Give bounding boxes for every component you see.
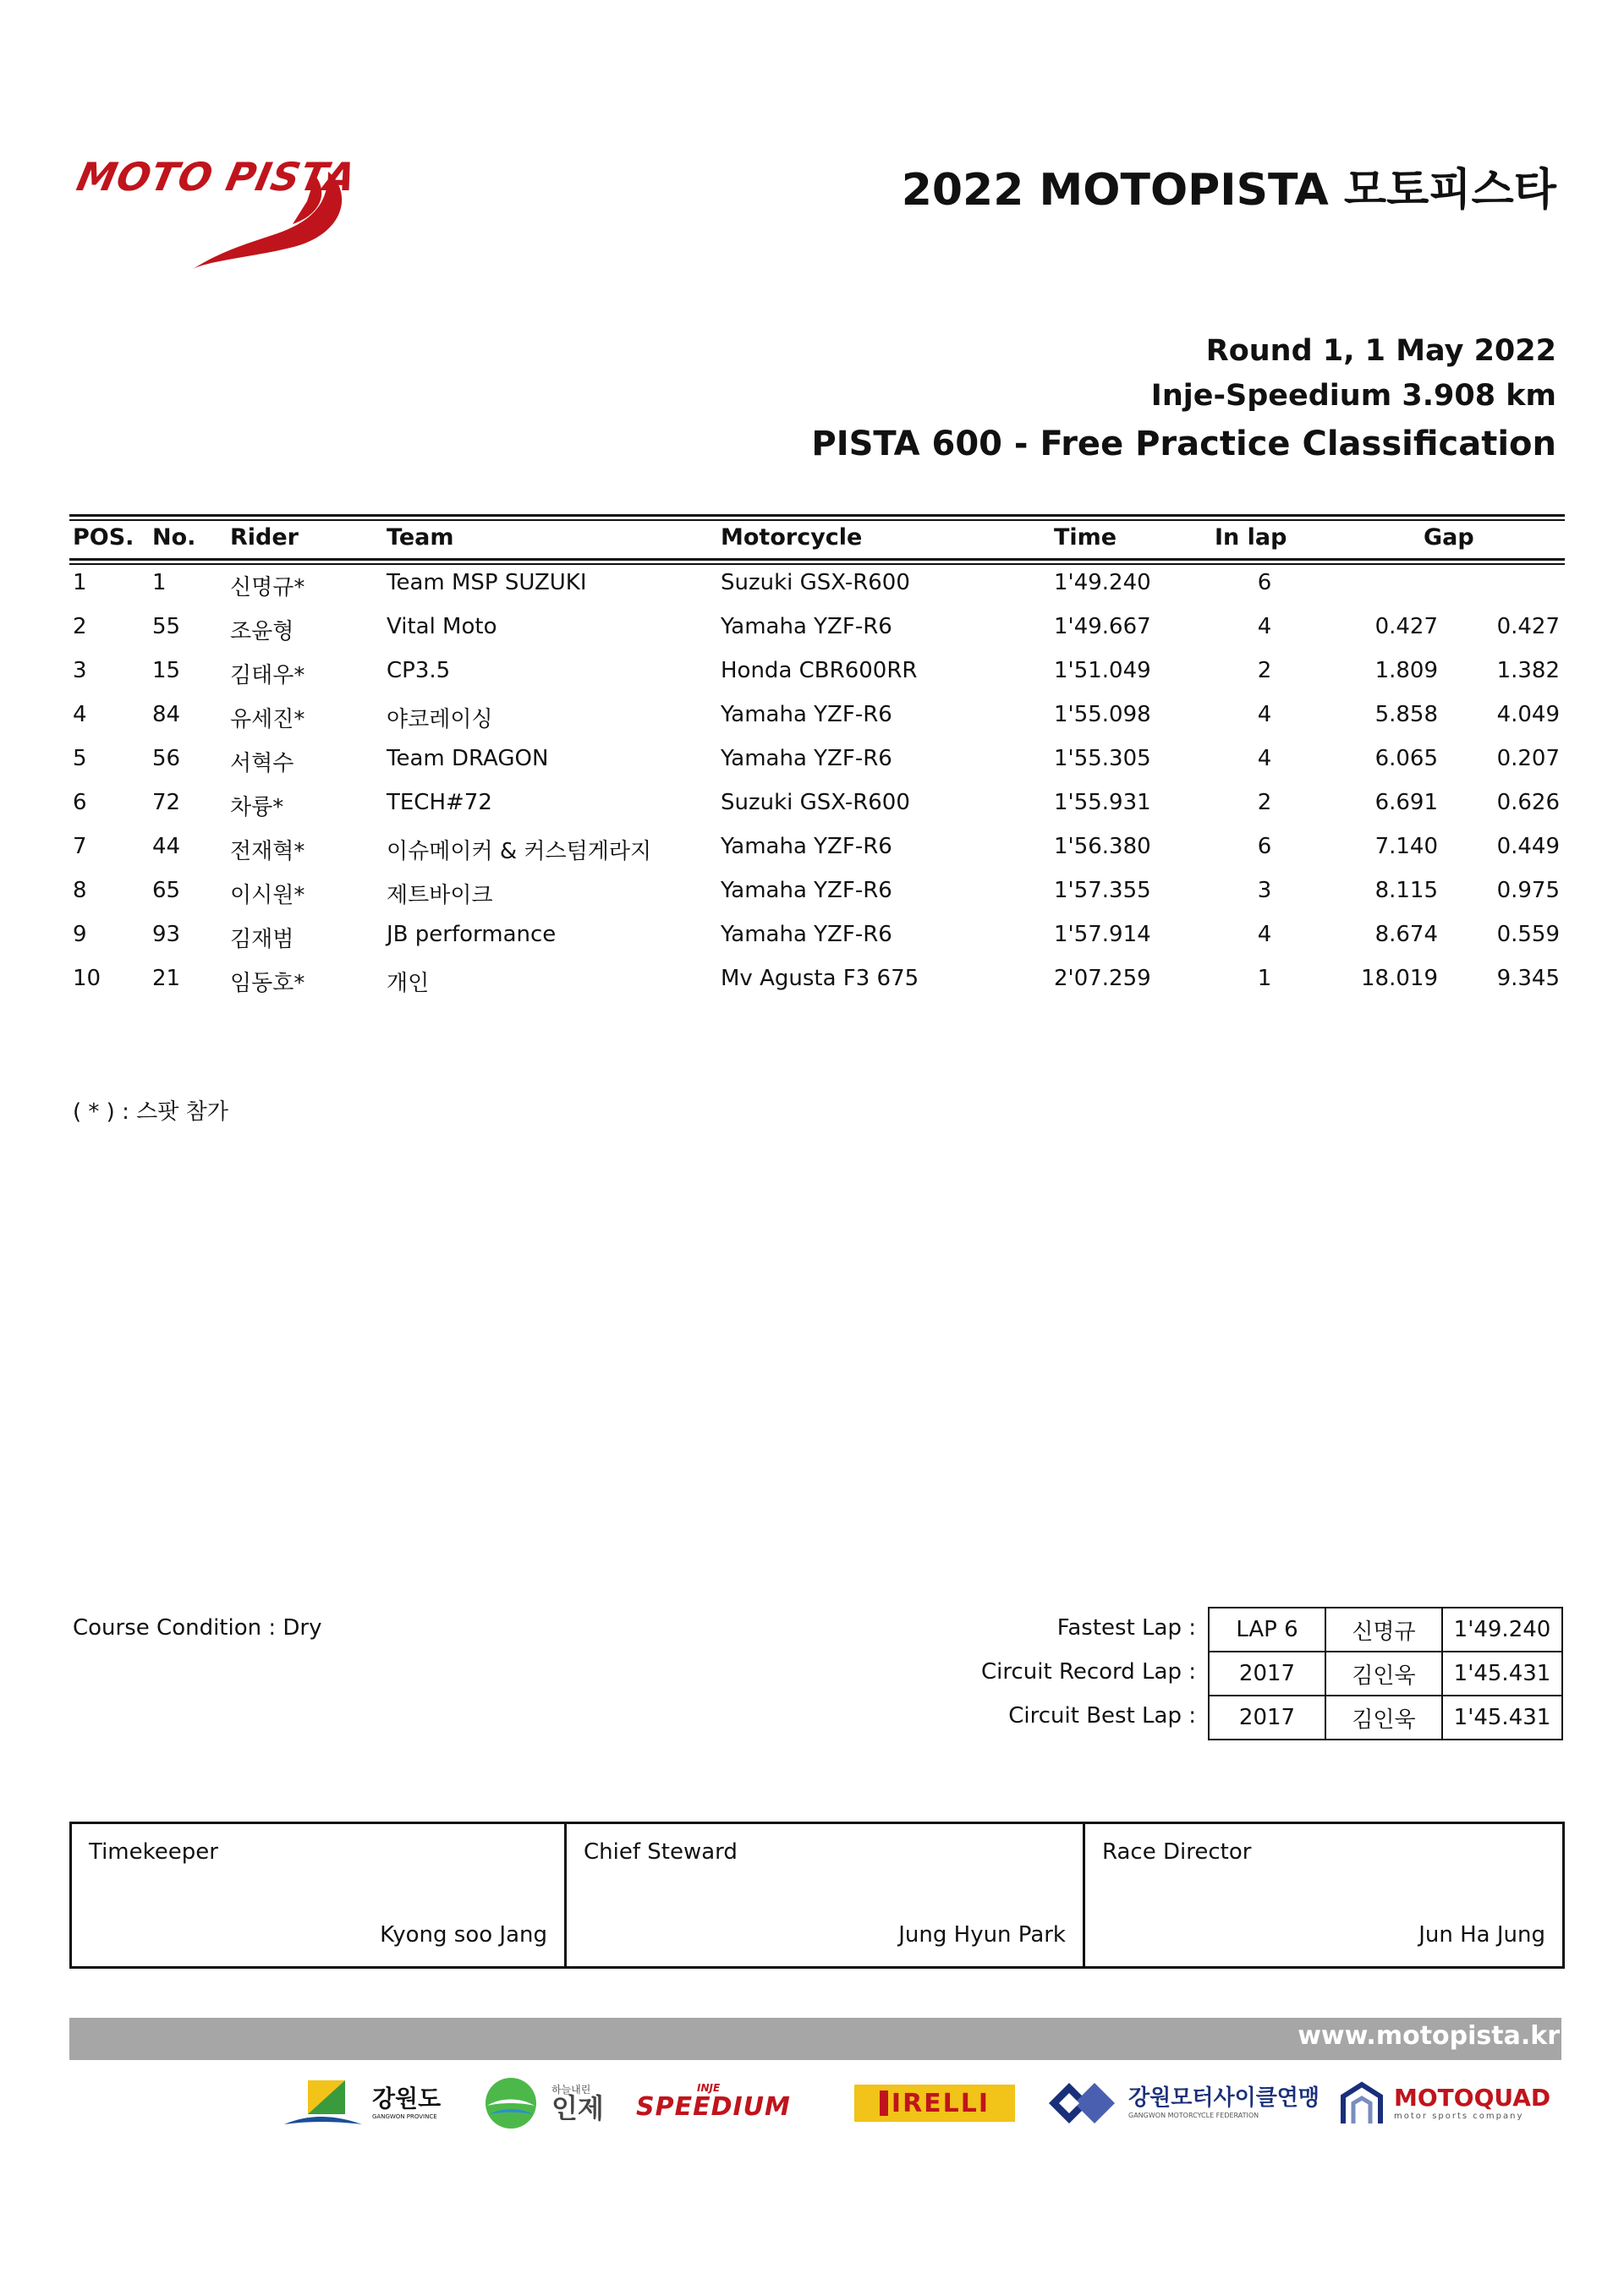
circuit-record-label: Circuit Record Lap : bbox=[981, 1659, 1196, 1685]
cell-motorcycle: Honda CBR600RR bbox=[721, 658, 918, 683]
cell-gap-previous: 4.049 bbox=[1496, 702, 1560, 727]
cell-gap: 1.809 bbox=[1374, 658, 1438, 683]
table-row bbox=[0, 966, 1624, 1010]
record-time: 1'49.240 bbox=[1442, 1608, 1562, 1652]
cell-pos: 9 bbox=[73, 922, 87, 947]
cell-rider: 서혁수 bbox=[230, 751, 294, 776]
record-time: 1'45.431 bbox=[1442, 1696, 1562, 1740]
official-chief-steward bbox=[564, 1824, 1083, 1966]
cell-gap-previous: 0.975 bbox=[1496, 878, 1560, 903]
official-name: Kyong soo Jang bbox=[380, 1922, 547, 1948]
cell-pos: 5 bbox=[73, 746, 87, 771]
col-header-time: Time bbox=[1054, 524, 1117, 551]
cell-time: 2'07.259 bbox=[1054, 966, 1151, 991]
cell-rider: 김재범 bbox=[230, 927, 294, 952]
cell-gap-previous: 9.345 bbox=[1496, 966, 1560, 991]
cell-no: 65 bbox=[152, 878, 181, 903]
cell-time: 1'49.667 bbox=[1054, 614, 1151, 639]
cell-no: 93 bbox=[152, 922, 181, 947]
cell-motorcycle: Yamaha YZF-R6 bbox=[721, 834, 892, 859]
record-year: 2017 bbox=[1209, 1696, 1325, 1740]
table-row bbox=[0, 790, 1624, 834]
speedium-name: SPEEDIUM bbox=[636, 2092, 791, 2122]
cell-no: 56 bbox=[152, 746, 181, 771]
cell-team: JB performance bbox=[387, 922, 557, 947]
cell-time: 1'57.355 bbox=[1054, 878, 1151, 903]
cell-no: 1 bbox=[152, 570, 167, 595]
table-top-rule-2 bbox=[69, 519, 1565, 521]
cell-team: Team DRAGON bbox=[387, 746, 549, 771]
cell-gap-previous: 0.559 bbox=[1496, 922, 1560, 947]
cell-inlap: 2 bbox=[1257, 658, 1272, 683]
col-header-inlap: In lap bbox=[1215, 524, 1287, 551]
speedium-inje: INJE bbox=[697, 2082, 721, 2094]
cell-gap-previous: 0.449 bbox=[1496, 834, 1560, 859]
cell-inlap: 4 bbox=[1257, 614, 1272, 639]
inje-tagline: 하늘내린 bbox=[551, 2084, 591, 2096]
col-header-motorcycle: Motorcycle bbox=[721, 524, 863, 551]
cell-time: 1'49.240 bbox=[1054, 570, 1151, 595]
cell-no: 55 bbox=[152, 614, 181, 639]
cell-time: 1'56.380 bbox=[1054, 834, 1151, 859]
table-top-rule-1 bbox=[69, 514, 1565, 517]
cell-team: CP3.5 bbox=[387, 658, 451, 683]
cell-inlap: 4 bbox=[1257, 702, 1272, 727]
cell-gap-previous: 0.427 bbox=[1496, 614, 1560, 639]
gangwon-name: 강원도 bbox=[372, 2084, 442, 2112]
col-header-team: Team bbox=[387, 524, 454, 551]
pirelli-p-icon bbox=[880, 2091, 888, 2116]
table-header-rule-1 bbox=[69, 558, 1565, 561]
cell-gap-previous: 0.207 bbox=[1496, 746, 1560, 771]
cell-pos: 8 bbox=[73, 878, 87, 903]
cell-no: 72 bbox=[152, 790, 181, 815]
cell-inlap: 6 bbox=[1257, 570, 1272, 595]
cell-gap: 6.691 bbox=[1374, 790, 1438, 815]
cell-team: 개인 bbox=[387, 971, 430, 996]
footnote: ( * ) : 스팟 참가 bbox=[73, 1099, 228, 1125]
cell-team: Vital Moto bbox=[387, 614, 497, 639]
cell-rider: 신명규* bbox=[230, 575, 305, 600]
cell-pos: 2 bbox=[73, 614, 87, 639]
table-row bbox=[0, 614, 1624, 658]
col-header-pos: POS. bbox=[73, 524, 134, 551]
event-title: 2022 MOTOPISTA 모토피스타 bbox=[901, 165, 1556, 216]
course-condition: Course Condition : Dry bbox=[73, 1615, 322, 1641]
cell-rider: 전재혁* bbox=[230, 839, 305, 864]
gangwon-sub: GANGWON PROVINCE bbox=[372, 2112, 437, 2120]
table-row bbox=[0, 658, 1624, 702]
fastest-lap-label: Fastest Lap : bbox=[1056, 1615, 1196, 1641]
cell-pos: 7 bbox=[73, 834, 87, 859]
gmf-sub: GANGWON MOTORCYCLE FEDERATION bbox=[1128, 2112, 1259, 2119]
cell-no: 84 bbox=[152, 702, 181, 727]
official-role: Race Director bbox=[1102, 1839, 1252, 1865]
cell-no: 44 bbox=[152, 834, 181, 859]
cell-motorcycle: Yamaha YZF-R6 bbox=[721, 922, 892, 947]
cell-motorcycle: Yamaha YZF-R6 bbox=[721, 614, 892, 639]
record-rider: 김인욱 bbox=[1325, 1696, 1442, 1740]
cell-gap: 18.019 bbox=[1361, 966, 1438, 991]
circuit-name: Inje-Speedium 3.908 km bbox=[1150, 379, 1556, 413]
official-timekeeper bbox=[72, 1824, 564, 1966]
cell-rider: 이시원* bbox=[230, 883, 305, 908]
circuit-record-row bbox=[1209, 1652, 1562, 1696]
cell-time: 1'51.049 bbox=[1054, 658, 1151, 683]
cell-pos: 10 bbox=[73, 966, 102, 991]
inje-emblem-icon bbox=[479, 2075, 543, 2131]
cell-gap: 8.115 bbox=[1374, 878, 1438, 903]
record-rider: 김인욱 bbox=[1325, 1652, 1442, 1696]
cell-team: 야코레이싱 bbox=[387, 707, 493, 732]
col-header-rider: Rider bbox=[230, 524, 299, 551]
record-rider: 신명규 bbox=[1325, 1608, 1442, 1652]
table-row bbox=[0, 834, 1624, 878]
officials-box bbox=[69, 1822, 1565, 1969]
cell-rider: 유세진* bbox=[230, 707, 305, 732]
cell-no: 21 bbox=[152, 966, 181, 991]
cell-gap: 8.674 bbox=[1374, 922, 1438, 947]
pirelli-name: IRELLI bbox=[891, 2088, 990, 2118]
cell-pos: 6 bbox=[73, 790, 87, 815]
circuit-best-label: Circuit Best Lap : bbox=[1008, 1703, 1196, 1729]
col-header-no: No. bbox=[152, 524, 196, 551]
table-header-rule-2 bbox=[69, 563, 1565, 565]
cell-time: 1'57.914 bbox=[1054, 922, 1151, 947]
cell-pos: 4 bbox=[73, 702, 87, 727]
gmf-name: 강원모터사이클연맹 bbox=[1128, 2085, 1320, 2111]
motoquad-name: MOTOQUAD bbox=[1394, 2083, 1551, 2112]
cell-pos: 3 bbox=[73, 658, 87, 683]
official-race-director bbox=[1083, 1824, 1562, 1966]
sponsor-gangwon bbox=[283, 2074, 441, 2133]
cell-time: 1'55.305 bbox=[1054, 746, 1151, 771]
motoquad-sub: motor sports company bbox=[1394, 2111, 1524, 2121]
cell-motorcycle: Suzuki GSX-R600 bbox=[721, 570, 910, 595]
cell-team: 이슈메이커 & 커스텀게라지 bbox=[387, 839, 652, 864]
cell-rider: 임동호* bbox=[230, 971, 305, 996]
footer-url[interactable]: www.motopista.kr bbox=[1298, 2021, 1560, 2051]
cell-motorcycle: Suzuki GSX-R600 bbox=[721, 790, 910, 815]
cell-motorcycle: Yamaha YZF-R6 bbox=[721, 878, 892, 903]
official-role: Chief Steward bbox=[584, 1839, 738, 1865]
table-row bbox=[0, 746, 1624, 790]
cell-gap: 0.427 bbox=[1374, 614, 1438, 639]
cell-rider: 조윤형 bbox=[230, 619, 294, 644]
cell-gap-previous: 0.626 bbox=[1496, 790, 1560, 815]
table-row bbox=[0, 922, 1624, 966]
cell-time: 1'55.931 bbox=[1054, 790, 1151, 815]
cell-inlap: 3 bbox=[1257, 878, 1272, 903]
col-header-gap: Gap bbox=[1424, 524, 1474, 551]
cell-rider: 김태우* bbox=[230, 663, 305, 688]
record-year: 2017 bbox=[1209, 1652, 1325, 1696]
round-date: Round 1, 1 May 2022 bbox=[1205, 334, 1556, 368]
cell-gap: 7.140 bbox=[1374, 834, 1438, 859]
cell-time: 1'55.098 bbox=[1054, 702, 1151, 727]
cell-gap: 6.065 bbox=[1374, 746, 1438, 771]
table-row bbox=[0, 878, 1624, 922]
session-title: PISTA 600 - Free Practice Classification bbox=[811, 425, 1556, 463]
sponsor-pirelli bbox=[854, 2074, 1015, 2133]
records-table bbox=[1208, 1607, 1563, 1740]
cell-gap: 5.858 bbox=[1374, 702, 1438, 727]
sponsor-motoquad bbox=[1336, 2074, 1550, 2133]
cell-team: 제트바이크 bbox=[387, 883, 493, 908]
cell-gap-previous: 1.382 bbox=[1496, 658, 1560, 683]
official-name: Jung Hyun Park bbox=[898, 1922, 1066, 1948]
inje-name: 인제 bbox=[551, 2092, 604, 2124]
cell-team: Team MSP SUZUKI bbox=[387, 570, 587, 595]
gmf-emblem-icon bbox=[1045, 2080, 1122, 2127]
logo-text: MOTO PISTA bbox=[73, 154, 361, 200]
record-lap: LAP 6 bbox=[1209, 1608, 1325, 1652]
cell-motorcycle: Yamaha YZF-R6 bbox=[721, 702, 892, 727]
cell-inlap: 4 bbox=[1257, 922, 1272, 947]
table-row bbox=[0, 570, 1624, 614]
official-role: Timekeeper bbox=[89, 1839, 218, 1865]
cell-inlap: 6 bbox=[1257, 834, 1272, 859]
cell-inlap: 2 bbox=[1257, 790, 1272, 815]
sponsor-gmf bbox=[1045, 2074, 1320, 2133]
circuit-best-row bbox=[1209, 1696, 1562, 1740]
gangwon-emblem-icon bbox=[283, 2077, 364, 2129]
cell-inlap: 1 bbox=[1257, 966, 1272, 991]
sponsor-inje bbox=[479, 2074, 604, 2133]
table-row bbox=[0, 702, 1624, 746]
cell-motorcycle: Yamaha YZF-R6 bbox=[721, 746, 892, 771]
cell-pos: 1 bbox=[73, 570, 87, 595]
official-name: Jun Ha Jung bbox=[1418, 1922, 1545, 1948]
cell-motorcycle: Mv Agusta F3 675 bbox=[721, 966, 919, 991]
fastest-lap-row bbox=[1209, 1608, 1562, 1652]
cell-team: TECH#72 bbox=[387, 790, 492, 815]
cell-no: 15 bbox=[152, 658, 181, 683]
cell-inlap: 4 bbox=[1257, 746, 1272, 771]
record-time: 1'45.431 bbox=[1442, 1652, 1562, 1696]
sponsor-inje-speedium bbox=[629, 2074, 832, 2133]
cell-rider: 차륭* bbox=[230, 795, 284, 820]
motoquad-emblem-icon bbox=[1336, 2078, 1387, 2129]
